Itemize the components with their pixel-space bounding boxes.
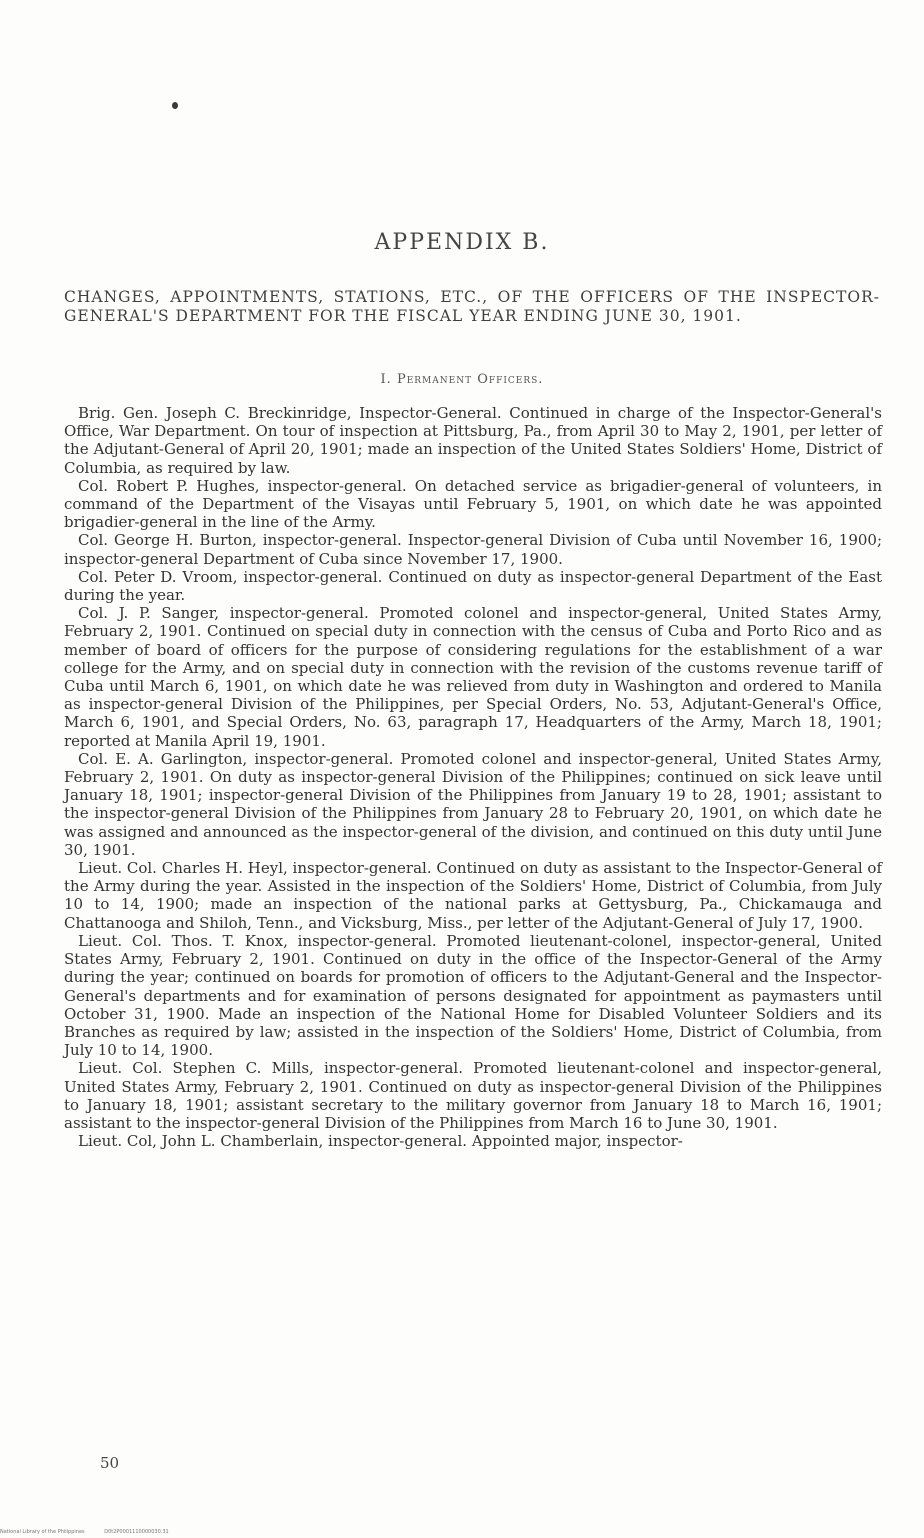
- footer-record-id: D0t2P0001110000030.31: [104, 1529, 169, 1535]
- paragraph-burton: Col. George H. Burton, inspector-general. Inspector-general Division of Cuba until November 16, 1900; inspector-general Department of Cuba since November 17, 1900.: [64, 531, 882, 568]
- appendix-title: APPENDIX B.: [374, 230, 550, 255]
- appendix-subtitle: CHANGES, APPOINTMENTS, STATIONS, ETC., OF THE OFFICERS OF THE INSPECTOR-GENERAL'S DEPARTMENT FOR THE FISCAL YEAR ENDING JUNE 30, 1901.: [64, 288, 880, 325]
- section-heading: I. Permanent Officers.: [380, 372, 544, 387]
- ink-dot: [172, 102, 178, 109]
- paragraph-sanger: Col. J. P. Sanger, inspector-general. Promoted colonel and inspector-general, United States Army, February 2, 1901. Continued on special duty in connection with the census of Cuba and Porto Rico and as member of board of officers for the purpose of considering regulations for the establishment of a war college for the Army, and on special duty in connection with the revision of the customs revenue tariff of Cuba until March 6, 1901, on which date he was relieved from duty in Washington and ordered to Manila as inspector-general Division of the Philippines, per Special Orders, No. 53, Adjutant-General's Office, March 6, 1901, and Special Orders, No. 63, paragraph 17, Headquarters of the Army, March 18, 1901; reported at Manila April 19, 1901.: [64, 604, 882, 750]
- paragraph-garlington: Col. E. A. Garlington, inspector-general. Promoted colonel and inspector-general, United States Army, February 2, 1901. On duty as inspector-general Division of the Philippines; continued on sick leave until January 18, 1901; inspector-general Division of the Philippines from January 19 to 28, 1901; assistant to the inspector-general Division of the Philippines from January 28 to February 20, 1901, on which date he was assigned and announced as the inspector-general of the division, and continued on this duty until June 30, 1901.: [64, 749, 882, 859]
- page-number: 50: [100, 1454, 120, 1472]
- paragraph-mills: Lieut. Col. Stephen C. Mills, inspector-general. Promoted lieutenant-colonel and inspector-general, United States Army, February 2, 1901. Continued on duty as inspector-general Division of the Philippines to January 18, 1901; assistant secretary to the military governor from January 18 to March 16, 1901; assistant to the inspector-general Division of the Philippines from March 16 to June 30, 1901.: [64, 1059, 882, 1132]
- paragraph-hughes: Col. Robert P. Hughes, inspector-general. On detached service as brigadier-general of volunteers, in command of the Department of the Visayas until February 5, 1901, on which date he was appointed brigadier-general in the line of the Army.: [64, 476, 882, 532]
- paragraph-chamberlain: Lieut. Col, John L. Chamberlain, inspector-general. Appointed major, inspector-: [78, 1132, 683, 1151]
- paragraph-breckinridge: Brig. Gen. Joseph C. Breckinridge, Inspector-General. Continued in charge of the Inspector-General's Office, War Department. On tour of inspection at Pittsburg, Pa., from April 30 to May 2, 1901, per letter of the Adjutant-General of April 20, 1901; made an inspection of the United States Soldiers' Home, District of Columbia, as required by law.: [64, 404, 882, 477]
- footer-library: National Library of the Philippines: [0, 1529, 85, 1535]
- paragraph-heyl: Lieut. Col. Charles H. Heyl, inspector-general. Continued on duty as assistant to the Inspector-General of the Army during the year. Assisted in the inspection of the Soldiers' Home, District of Columbia, from July 10 to 14, 1900; made an inspection of the national parks at Gettysburg, Pa., Chickamauga and Chattanooga and Shiloh, Tenn., and Vicksburg, Miss., per letter of the Adjutant-General of July 17, 1900.: [64, 859, 882, 932]
- paragraph-vroom: Col. Peter D. Vroom, inspector-general. Continued on duty as inspector-general Department of the East during the year.: [64, 567, 882, 605]
- paragraph-knox: Lieut. Col. Thos. T. Knox, inspector-general. Promoted lieutenant-colonel, inspector-general, United States Army, February 2, 1901. Continued on duty in the office of the Inspector-General of the Army during the year; continued on boards for promotion of officers to the Adjutant-General and the Inspector-General's departments and for examination of persons designated for appointment as paymasters until October 31, 1900. Made an inspection of the National Home for Disabled Volunteer Soldiers and its Branches as required by law; assisted in the inspection of the Soldiers' Home, District of Columbia, from July 10 to 14, 1900.: [64, 931, 882, 1060]
- body-text: [64, 404, 882, 1150]
- scan-footer: [0, 1529, 187, 1535]
